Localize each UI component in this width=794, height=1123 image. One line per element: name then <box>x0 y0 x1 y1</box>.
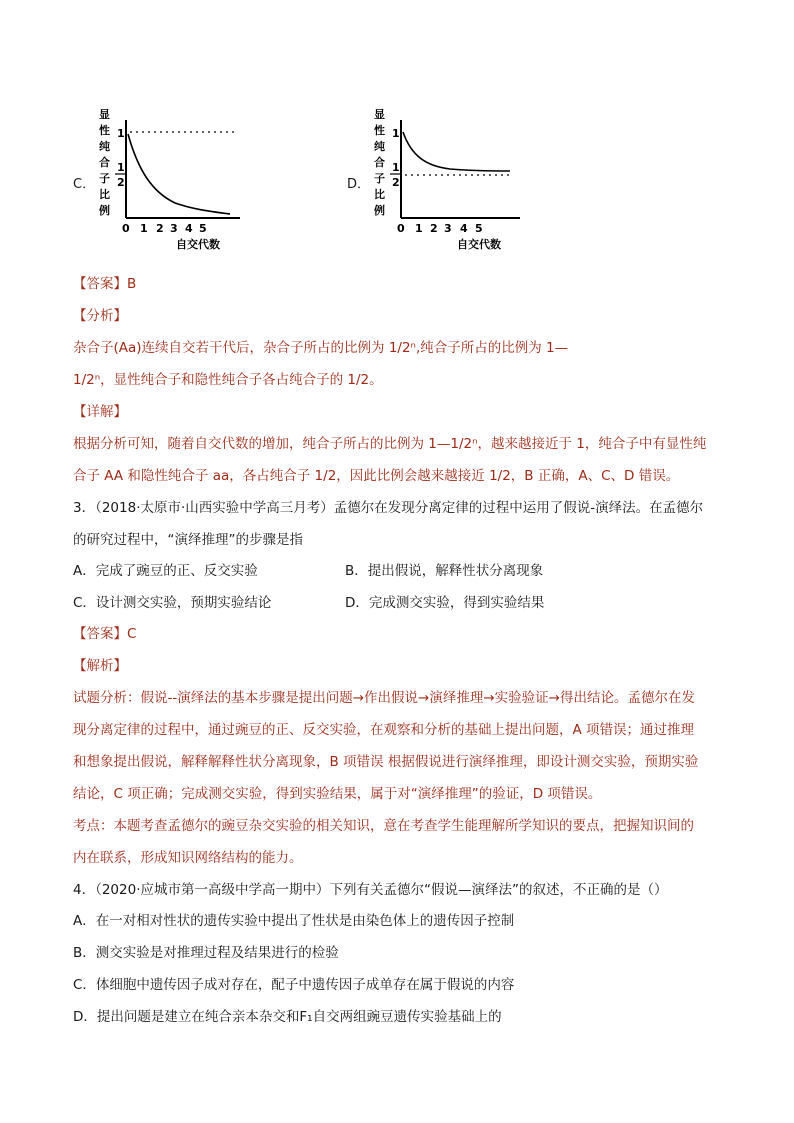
figure-d-xlabel: 自交代数 <box>457 238 501 251</box>
q3-stem-line: 的研究过程中，“演绎推理”的步骤是指 <box>73 532 303 548</box>
q2-analysis-line: 1/2ⁿ，显性纯合子和隐性纯合子各占纯合子的 1/2。 <box>73 372 383 388</box>
figure-d-ylabel-char: 合 <box>374 156 385 169</box>
figure-c-ylabel-char: 合 <box>99 156 110 169</box>
figure-c-ylabel-char: 子 <box>99 172 110 185</box>
figure-c-x-tick: 5 <box>199 222 207 235</box>
figure-d-x-tick: 4 <box>460 222 468 235</box>
q3-explain-line: 试题分析：假说--演绎法的基本步骤是提出问题→作出假说→演绎推理→实验验证→得出结论。孟德尔在发 <box>73 690 695 706</box>
q2-detail-line: 根据分析可知，随着自交代数的增加，纯合子所占的比例为 1—1/2ⁿ，越来越接近于 1，纯合子中有显性纯 <box>73 436 707 452</box>
figure-c-x-tick: 3 <box>170 222 178 235</box>
q4-stem: 4．（2020·应城市第一高级中学高一期中）下列有关孟德尔“假说—演绎法”的叙述，不正确的是（） <box>73 882 668 898</box>
figure-c-ylabel <box>99 107 110 217</box>
q3-option-c: C．设计测交实验，预期实验结论 <box>73 595 272 611</box>
figure-d-x-tick: 3 <box>444 222 452 235</box>
figure-d-y-tick-half-num: 1 <box>392 161 400 174</box>
figure-c-ylabel-char: 显 <box>99 108 110 121</box>
figure-d-option-letter: D． <box>347 177 371 192</box>
q3-explain-line: 和想象提出假说，解释解释性状分离现象，B 项错误 根据假说进行演绎推理，即设计测交实验，预期实验 <box>73 754 699 770</box>
q3-explain-line: 结论，C 项正确；完成测交实验，得到实验结果，属于对“演绎推理”的验证，D 项错误。 <box>73 786 602 802</box>
figure-c-ylabel-char: 性 <box>99 124 110 137</box>
figure-c-ylabel-char: 比 <box>99 188 110 201</box>
q3-option-b: B．提出假说，解释性状分离现象 <box>345 563 544 579</box>
q3-stem-line: 3．（2018·太原市·山西实验中学高三月考）孟德尔在发现分离定律的过程中运用了假说-演绎法。在孟德尔 <box>73 500 704 516</box>
figure-d-ylabel-char: 例 <box>374 204 385 217</box>
figure-c-option-letter: C． <box>73 177 96 192</box>
figure-c-ylabel-char: 例 <box>99 204 110 217</box>
q4-option-c: C．体细胞中遗传因子成对存在，配子中遗传因子成单存在属于假说的内容 <box>73 977 515 993</box>
figure-c-x-tick: 1 <box>140 222 148 235</box>
figure-d-y-tick-1: 1 <box>392 127 400 140</box>
figure-d-ylabel-char: 性 <box>374 124 385 137</box>
q3-explain-line: 现分离定律的过程中，通过豌豆的正、反交实验，在观察和分析的基础上提出问题，A 项错误；通过推理 <box>73 722 695 738</box>
q3-option-d: D．完成测交实验，得到实验结果 <box>345 595 545 611</box>
figure-d-ylabel-char: 子 <box>374 172 385 185</box>
q4-option-d: D．提出问题是建立在纯合亲本杂交和F₁自交两组豌豆遗传实验基础上的 <box>73 1009 502 1025</box>
q3-kaodian-line: 考点：本题考查孟德尔的豌豆杂交实验的相关知识，意在考查学生能理解所学知识的要点，把握知识间的 <box>73 818 694 834</box>
figure-c-y-tick-half-num: 1 <box>117 161 125 174</box>
figure-c-x-tick: 2 <box>156 222 164 235</box>
figure-c-y-tick-1: 1 <box>117 127 125 140</box>
figure-d-ylabel-char: 纯 <box>374 140 385 153</box>
q4-option-b: B．测交实验是对推理过程及结果进行的检验 <box>73 945 339 961</box>
q3-option-a: A．完成了豌豆的正、反交实验 <box>73 563 258 579</box>
figure-d-curve <box>403 132 510 171</box>
figure-d-ylabel-char: 显 <box>374 108 385 121</box>
q3-kaodian-line: 内在联系，形成知识网络结构的能力。 <box>73 850 303 866</box>
figure-c-y-tick-half-den: 2 <box>117 176 125 189</box>
figure-c-xlabel: 自交代数 <box>176 238 220 251</box>
figure-c-curve <box>128 134 230 214</box>
figure-d-x-tick: 5 <box>475 222 483 235</box>
figure-c-graph <box>90 100 250 255</box>
q2-detail-tag: 【详解】 <box>73 404 127 420</box>
figure-d-x-tick: 0 <box>397 222 405 235</box>
q2-answer: 【答案】B <box>73 276 137 292</box>
q3-explain-tag: 【解析】 <box>73 658 127 674</box>
figure-d-y-tick-half-den: 2 <box>392 176 400 189</box>
figure-d-ylabel-char: 比 <box>374 188 385 201</box>
figure-c-x-tick: 0 <box>122 222 130 235</box>
figure-d-x-tick: 2 <box>430 222 438 235</box>
figure-c-x-tick: 4 <box>185 222 193 235</box>
q2-analysis-line: 杂合子(Aa)连续自交若干代后，杂合子所占的比例为 1/2ⁿ,纯合子所占的比例为 1— <box>73 340 569 356</box>
q4-option-a: A．在一对相对性状的遗传实验中提出了性状是由染色体上的遗传因子控制 <box>73 913 515 929</box>
figure-d-x-tick: 1 <box>415 222 423 235</box>
figure-d-graph <box>365 100 535 255</box>
figure-d-ylabel <box>374 107 385 217</box>
q3-answer: 【答案】C <box>73 626 137 642</box>
q2-detail-line: 合子 AA 和隐性纯合子 aa，各占纯合子 1/2，因此比例会越来越接近 1/2，B 正确，A、C、D 错误。 <box>73 468 680 484</box>
q2-analysis-tag: 【分析】 <box>73 308 127 324</box>
figure-c-ylabel-char: 纯 <box>99 140 110 153</box>
